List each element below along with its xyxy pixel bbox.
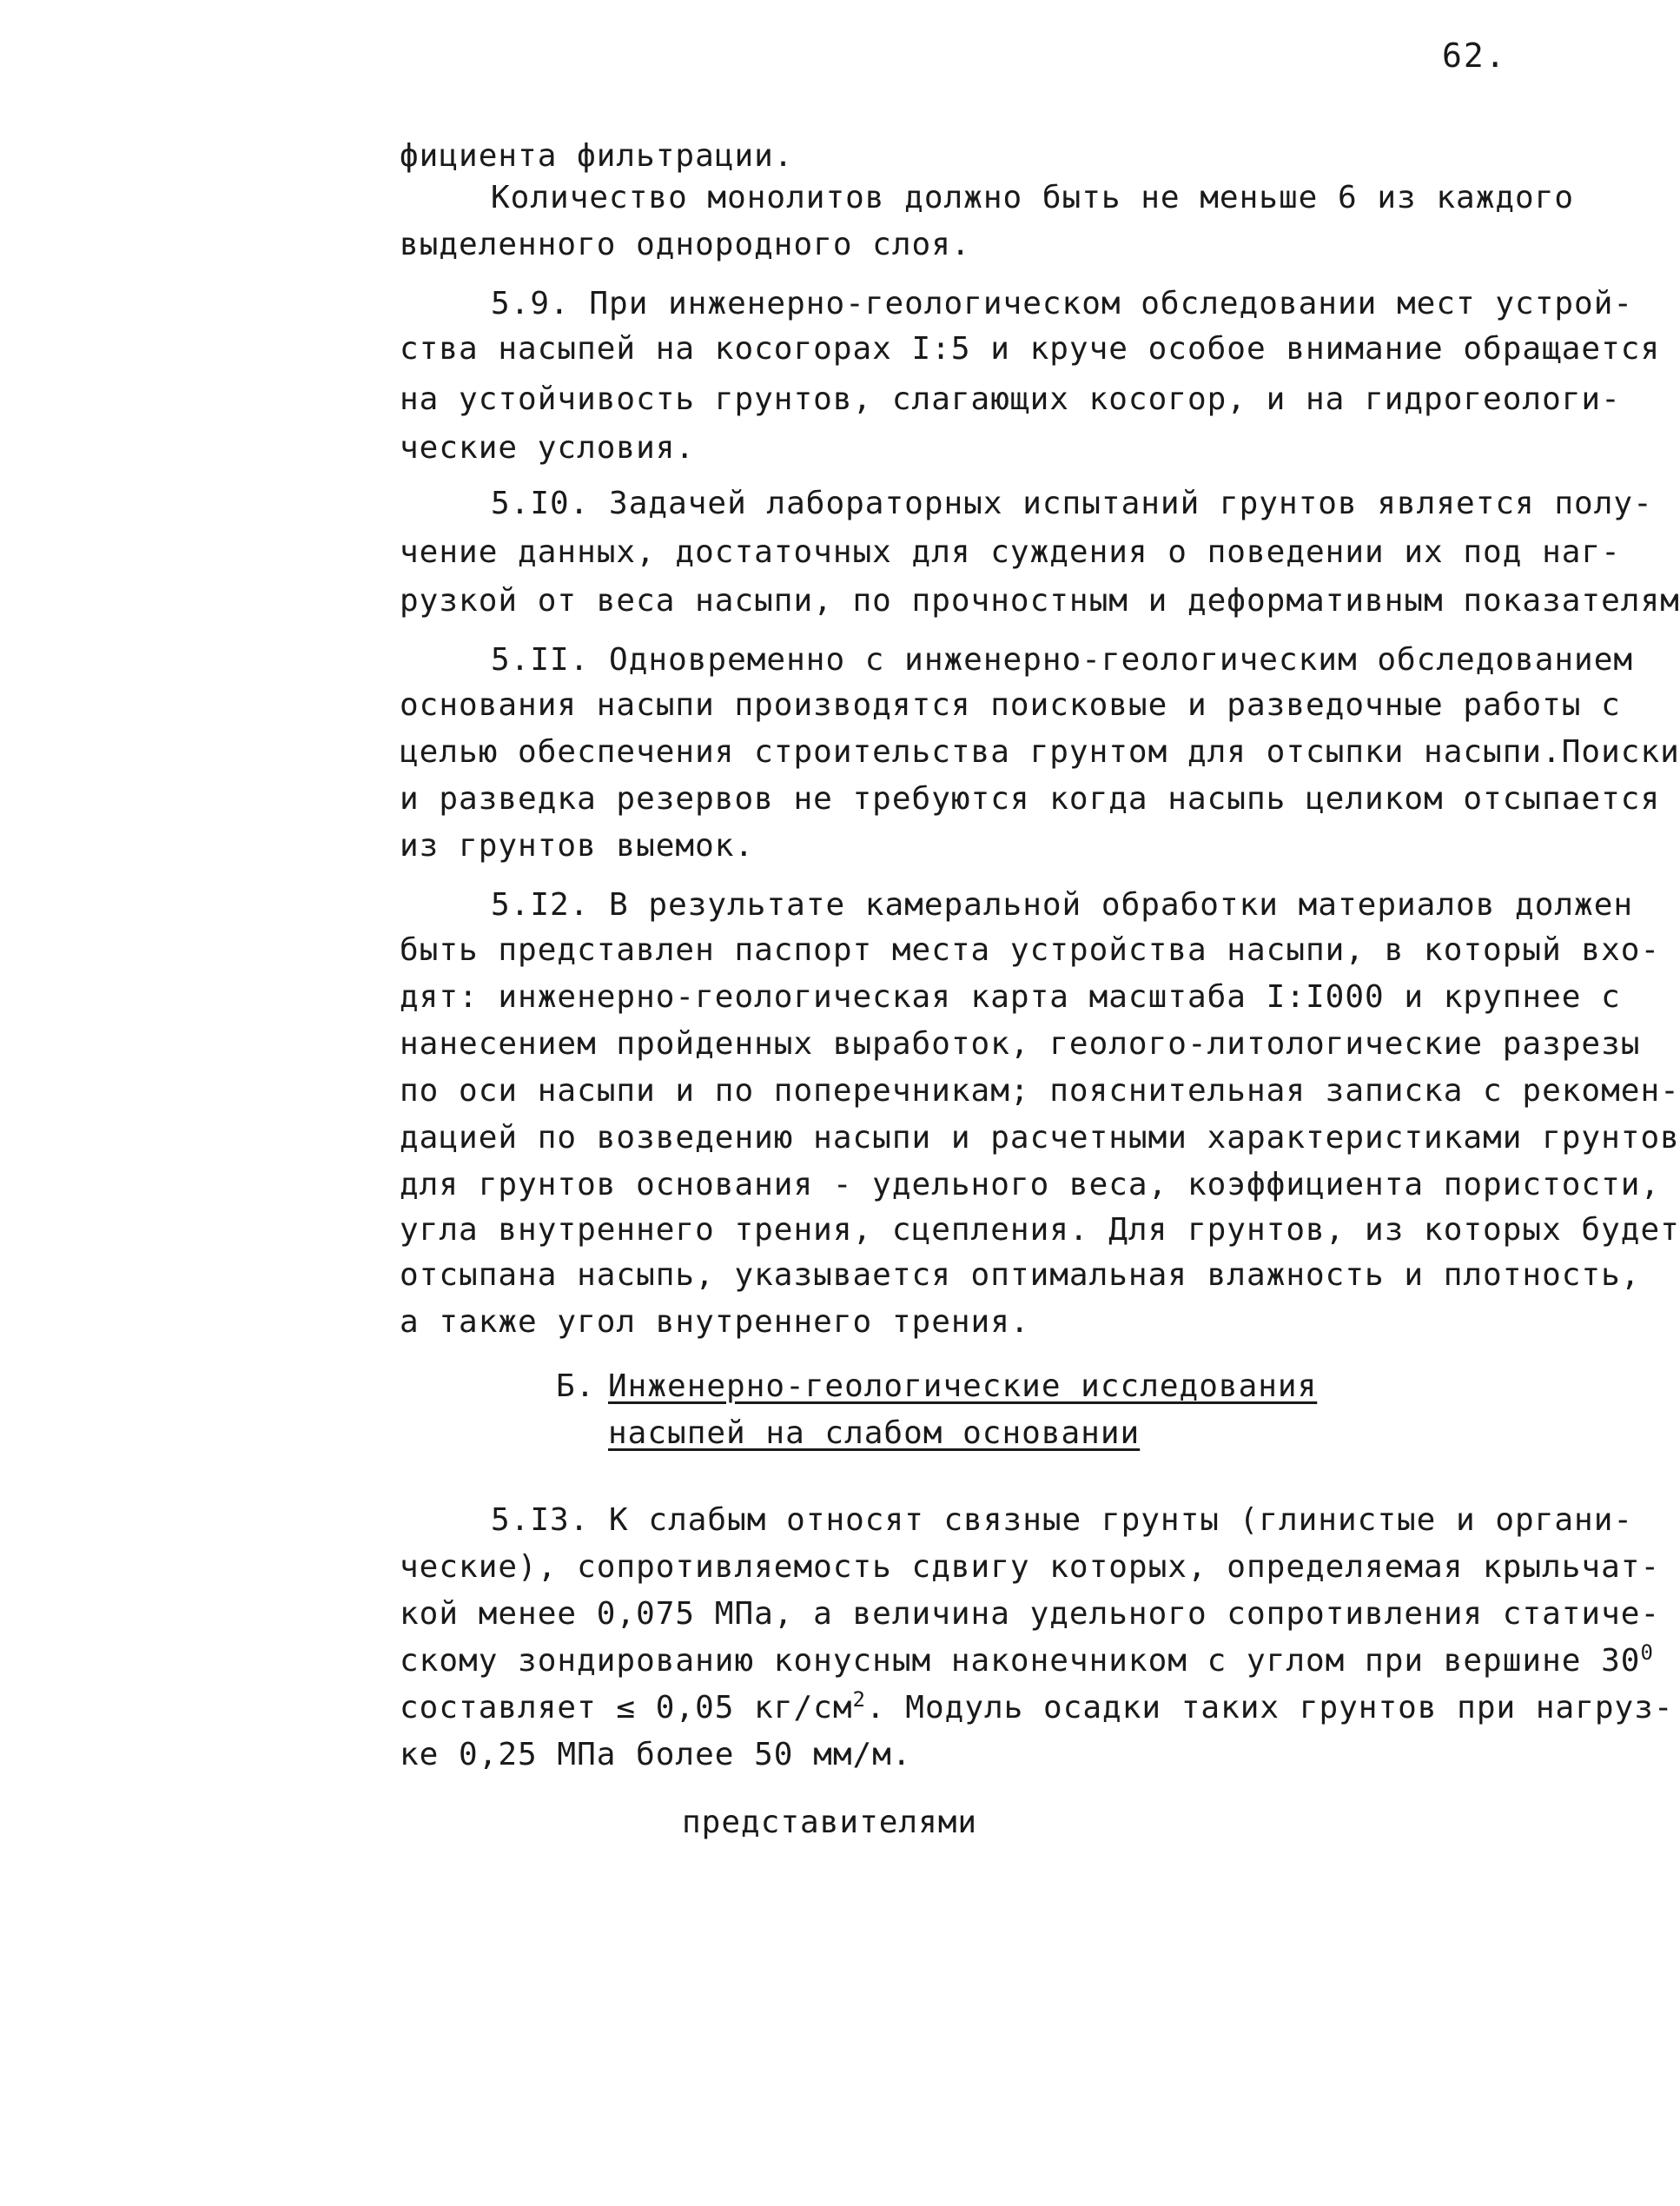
section-5-10-line: рузкой от веса насыпи, по прочностным и деформативным показателям bbox=[400, 583, 1680, 619]
page-number: 62. bbox=[1442, 36, 1507, 75]
section-5-11-line: из грунтов выемок. bbox=[400, 828, 755, 864]
section-5-11-line: основания насыпи производятся поисковые и разведочные работы с bbox=[400, 687, 1621, 723]
section-5-12-line: а также угол внутреннего трения. bbox=[400, 1304, 1030, 1340]
section-5-9-line: ческие условия. bbox=[400, 430, 696, 466]
paragraph-line: Количество монолитов должно быть не меньше 6 из каждого bbox=[491, 180, 1575, 215]
section-5-13-text: скому зондированию конусным наконечником с углом при вершине 30 bbox=[400, 1643, 1641, 1679]
section-5-13-line bbox=[400, 1687, 1674, 1726]
section-5-12-line: дят: инженерно-геологическая карта масштаба I:I000 и крупнее с bbox=[400, 979, 1621, 1015]
section-5-9-line: ства насыпей на косогорах I:5 и круче особое внимание обращается bbox=[400, 331, 1661, 367]
paragraph-line: фициента фильтрации. bbox=[400, 138, 794, 174]
section-5-13-text: составляет ≤ 0,05 кг/см bbox=[400, 1690, 853, 1726]
section-5-12-line: дацией по возведению насыпи и расчетными характеристиками грунтов bbox=[400, 1120, 1680, 1156]
section-5-12-line: по оси насыпи и по поперечникам; пояснительная записка с рекомен- bbox=[400, 1073, 1680, 1109]
section-heading-prefix: Б. bbox=[556, 1368, 596, 1404]
section-5-12-line: нанесением пройденных выработок, геолого-литологические разрезы bbox=[400, 1026, 1641, 1062]
section-5-13-line: кой менее 0,075 МПа, а величина удельного сопротивления статиче- bbox=[400, 1596, 1661, 1632]
squared-superscript: 2 bbox=[852, 1687, 866, 1712]
section-5-11-line: и разведка резервов не требуются когда насыпь целиком отсыпается bbox=[400, 781, 1661, 817]
footer-note: представителями bbox=[682, 1805, 978, 1840]
section-5-12-line: быть представлен паспорт места устройства насыпи, в который вхо- bbox=[400, 932, 1661, 968]
section-5-10-line: 5.I0. Задачей лабораторных испытаний грунтов является полу- bbox=[491, 486, 1653, 521]
section-heading: Инженерно-геологические исследования bbox=[608, 1368, 1318, 1404]
degree-superscript: 0 bbox=[1640, 1640, 1654, 1665]
section-5-12-line: угла внутреннего трения, сцепления. Для грунтов, из которых будет bbox=[400, 1212, 1680, 1248]
section-5-13-line: ческие), сопротивляемость сдвигу которых, определяемая крыльчат- bbox=[400, 1549, 1661, 1585]
section-5-13-line: 5.I3. К слабым относят связные грунты (глинистые и органи- bbox=[491, 1502, 1634, 1538]
section-5-12-line: для грунтов основания - удельного веса, коэффициента пористости, bbox=[400, 1167, 1661, 1202]
section-5-13-line bbox=[400, 1640, 1654, 1679]
section-5-11-line: 5.II. Одновременно с инженерно-геологическим обследованием bbox=[491, 642, 1634, 678]
section-5-12-line: отсыпана насыпь, указывается оптимальная влажность и плотность, bbox=[400, 1257, 1641, 1293]
section-heading-continuation: насыпей на слабом основании bbox=[608, 1415, 1141, 1451]
section-5-9-line: 5.9. При инженерно-геологическом обследовании мест устрой- bbox=[491, 286, 1634, 321]
section-5-11-line: целью обеспечения строительства грунтом для отсыпки насыпи.Поиски bbox=[400, 734, 1680, 770]
paragraph-line: выделенного однородного слоя. bbox=[400, 227, 971, 262]
section-5-10-line: чение данных, достаточных для суждения о поведении их под наг- bbox=[400, 534, 1621, 570]
section-5-9-line: на устойчивость грунтов, слагающих косогор, и на гидрогеологи- bbox=[400, 381, 1621, 417]
section-5-13-text: . Модуль осадки таких грунтов при нагруз- bbox=[865, 1690, 1674, 1726]
section-5-13-line: ке 0,25 МПа более 50 мм/м. bbox=[400, 1737, 912, 1772]
section-5-12-line: 5.I2. В результате камеральной обработки материалов должен bbox=[491, 887, 1634, 923]
